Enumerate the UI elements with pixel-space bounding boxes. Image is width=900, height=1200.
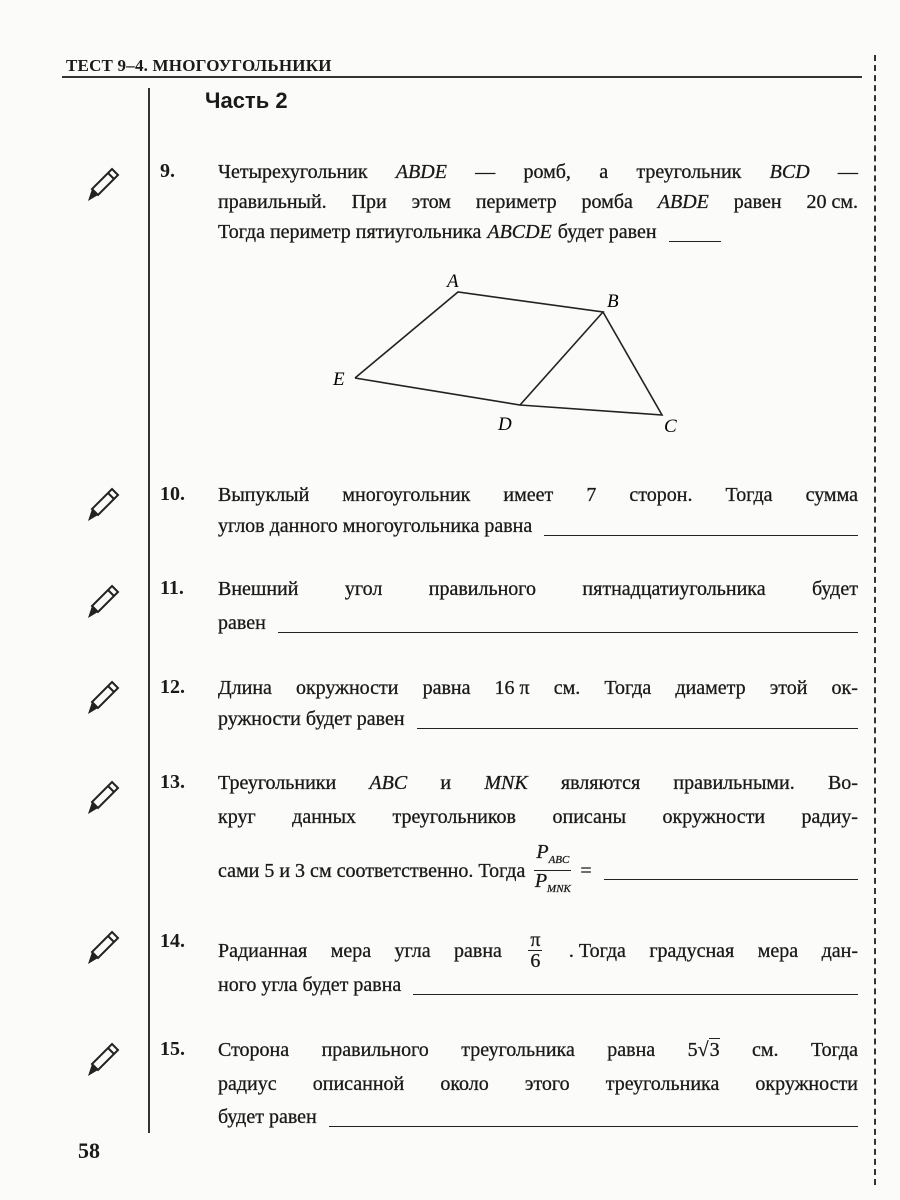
vertex-label-e: E — [333, 369, 345, 390]
question-text: Выпуклый — [218, 484, 310, 506]
question-text: угла — [394, 939, 431, 962]
question-number: 13. — [160, 771, 185, 793]
question-line — [218, 707, 858, 731]
coefficient: 5 — [687, 1039, 698, 1061]
math-label: ABDE — [395, 161, 447, 183]
question-text: равен — [733, 191, 782, 213]
question-text: этой — [769, 677, 808, 699]
question-text: периметр — [475, 191, 557, 213]
question-text: треугольника — [461, 1039, 575, 1061]
answer-blank[interactable] — [329, 1108, 858, 1127]
answer-blank[interactable] — [604, 861, 858, 880]
question-text: ного угла будет равна — [218, 974, 402, 996]
question-text: описанной — [312, 1073, 405, 1095]
question-text: радиус — [218, 1073, 277, 1095]
question-text: радиу- — [801, 806, 858, 828]
numerator: P — [536, 841, 549, 863]
vertex-label-d: D — [498, 414, 512, 435]
question-text: 20 см. — [806, 191, 858, 213]
question-line — [218, 220, 858, 244]
question-text: Радианная — [218, 939, 308, 962]
question-number: 15. — [160, 1038, 185, 1060]
question-number: 14. — [160, 930, 185, 952]
question-text: правильного — [321, 1039, 429, 1061]
question-text: равен — [218, 612, 266, 634]
question-line — [218, 1038, 858, 1062]
question-text: угол — [344, 578, 383, 600]
question-text: окружности — [295, 677, 399, 699]
question-text: описаны — [552, 806, 627, 828]
question-line — [218, 611, 858, 635]
math-label: BCD — [769, 161, 810, 183]
question-text: треугольников — [392, 806, 516, 828]
question-text: ружности будет равен — [218, 708, 405, 730]
question-line — [218, 577, 858, 601]
question-line — [218, 190, 858, 214]
question-text: 7 — [586, 484, 597, 506]
question-text: сами 5 и 3 см соответственно. Тогда — [218, 859, 526, 882]
pen-icon — [82, 928, 122, 968]
question-number: 12. — [160, 676, 185, 698]
question-text: Длина — [218, 677, 272, 699]
header-rule — [62, 76, 862, 78]
question-line — [218, 514, 858, 538]
question-text: дан- — [821, 939, 858, 962]
question-line — [218, 930, 858, 971]
question-line — [218, 483, 858, 507]
radicand: 3 — [709, 1039, 720, 1061]
math-label: ABCDE — [487, 221, 552, 243]
geometry-figure — [320, 265, 700, 445]
part-title: Часть 2 — [205, 88, 288, 113]
question-number: 10. — [160, 483, 185, 505]
question-line — [218, 1105, 858, 1129]
answer-blank[interactable] — [413, 976, 858, 995]
question-text: и — [440, 772, 452, 794]
question-line — [218, 805, 858, 829]
denominator-subscript: MNK — [547, 883, 571, 895]
question-text: этом — [411, 191, 451, 213]
question-text: см. — [752, 1039, 779, 1061]
question-text: мера — [330, 939, 372, 962]
question-line — [218, 973, 858, 997]
question-text: градусная — [649, 939, 735, 962]
pen-icon — [82, 582, 122, 622]
question-text: — — [837, 161, 858, 183]
question-text: диаметр — [675, 677, 746, 699]
question-text: сторон. — [629, 484, 693, 506]
question-text: правильный. — [218, 191, 327, 213]
fraction — [534, 842, 571, 899]
question-text: Треугольники — [218, 772, 337, 794]
answer-blank[interactable] — [544, 517, 858, 536]
question-text: равна — [422, 677, 471, 699]
vertex-label-a: A — [447, 271, 459, 292]
question-text: треугольник — [636, 161, 742, 183]
answer-blank[interactable] — [417, 710, 858, 729]
math-label: ABDE — [657, 191, 709, 213]
question-text: Сторона — [218, 1039, 290, 1061]
question-text: окружности — [755, 1073, 858, 1095]
vertex-label-c: C — [664, 416, 677, 437]
fraction — [528, 930, 542, 971]
question-text: ромб, — [523, 161, 571, 183]
question-text: имеет — [503, 484, 554, 506]
question-text: Тогда периметр пятиугольника — [218, 221, 482, 243]
question-text: мера — [757, 939, 799, 962]
test-header: ТЕСТ 9–4. МНОГОУГОЛЬНИКИ — [66, 56, 332, 75]
question-text: около — [440, 1073, 489, 1095]
question-text: многоугольник — [342, 484, 471, 506]
rhombus-abde — [355, 292, 603, 405]
pen-icon — [82, 1040, 122, 1080]
question-text: пятнадцатиугольника — [582, 578, 766, 600]
pen-icon — [82, 485, 122, 525]
page-number: 58 — [78, 1138, 100, 1163]
denominator: P — [534, 870, 548, 892]
cut-line — [874, 55, 876, 1185]
numerator-subscript: ABC — [548, 854, 570, 866]
question-line — [218, 160, 858, 184]
margin-rule — [148, 88, 150, 1133]
question-text: углов данного многоугольника равна — [218, 515, 533, 537]
question-text: = — [580, 859, 592, 882]
question-text: 16 π — [494, 677, 530, 699]
math-label: MNK — [484, 772, 528, 794]
question-line — [218, 771, 858, 795]
question-text: равна — [454, 939, 502, 962]
denominator: 6 — [530, 950, 541, 972]
question-text: Тогда — [810, 1039, 858, 1061]
question-text: правильного — [428, 578, 536, 600]
question-text: Тогда — [604, 677, 652, 699]
math-label: ABC — [369, 772, 408, 794]
answer-blank[interactable] — [278, 614, 858, 633]
question-text: ромба — [581, 191, 633, 213]
question-line — [218, 676, 858, 700]
question-text: этого — [524, 1073, 570, 1095]
answer-blank[interactable] — [669, 223, 721, 242]
question-text: а — [599, 161, 609, 183]
question-text: являются — [560, 772, 641, 794]
numerator: π — [530, 929, 541, 951]
question-text: Тогда — [725, 484, 773, 506]
question-line — [218, 842, 858, 899]
question-text: будет равен — [218, 1106, 317, 1128]
vertex-label-b: B — [607, 291, 619, 312]
pen-icon — [82, 165, 122, 205]
question-text: Внешний — [218, 578, 299, 600]
question-text: Четырехугольник — [218, 161, 368, 183]
question-text: . Тогда — [568, 939, 626, 962]
question-text: равна — [607, 1039, 656, 1061]
question-text: будет равен — [557, 221, 657, 243]
question-line — [218, 1072, 858, 1096]
question-text: Во- — [827, 772, 858, 794]
question-text: будет — [812, 578, 858, 600]
question-text: данных — [292, 806, 357, 828]
pen-icon — [82, 678, 122, 718]
question-text: окружности — [662, 806, 766, 828]
question-text: правильными. — [673, 772, 795, 794]
triangle-bcd — [520, 312, 662, 415]
question-number: 9. — [160, 160, 175, 182]
question-text: круг — [218, 806, 256, 828]
question-text: треугольника — [605, 1073, 720, 1095]
question-number: 11. — [160, 577, 184, 599]
question-text: ок- — [831, 677, 858, 699]
question-text: см. — [553, 677, 581, 699]
sqrt-expression: 5√3 — [687, 1039, 720, 1061]
question-text: сумма — [805, 484, 858, 506]
question-text: — — [475, 161, 496, 183]
question-text: При — [351, 191, 387, 213]
pen-icon — [82, 778, 122, 818]
